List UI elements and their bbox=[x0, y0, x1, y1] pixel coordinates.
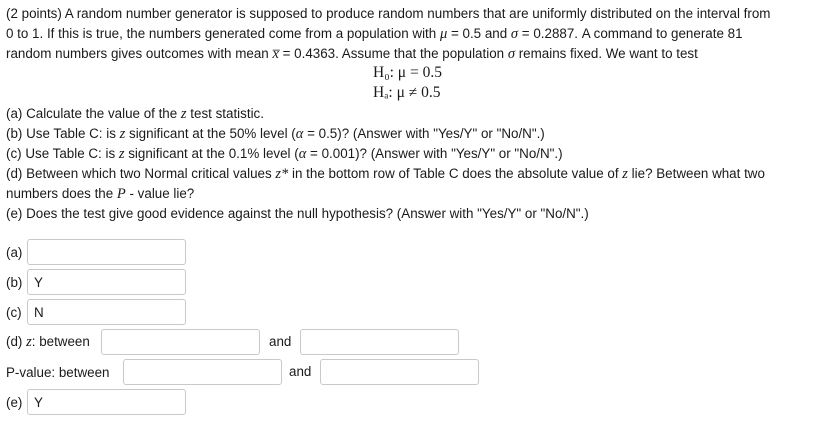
mu-symbol: μ bbox=[439, 26, 448, 42]
problem-line-2: 0 to 1. If this is true, the numbers generated come from a population with μ = 0.5 and σ = 0.2887. A command to generate 81 bbox=[6, 26, 743, 42]
problem-line-3: random numbers gives outcomes with mean x̅ = 0.4363. Assume that the population σ remains fixed. We want to test bbox=[6, 46, 698, 62]
question-d: (d) Between which two Normal critical values z* in the bottom row of Table C does the absolute value of z lie? Between what two bbox=[6, 166, 765, 182]
answer-d-high-input[interactable] bbox=[300, 329, 459, 355]
answer-row-c bbox=[6, 297, 22, 327]
answer-label-p: P-value: between bbox=[6, 364, 110, 380]
problem-line-1: (2 points) A random number generator is supposed to produce random numbers that are uniformly distributed on the interval from bbox=[6, 6, 771, 21]
answer-label-c: (c) bbox=[6, 304, 22, 320]
answer-label-a: (a) bbox=[6, 244, 23, 260]
answer-row-b bbox=[6, 267, 22, 297]
answer-d-and-label: and bbox=[269, 334, 292, 349]
answer-d-low-input[interactable] bbox=[101, 329, 260, 355]
question-d-cont: numbers does the P - value lie? bbox=[6, 186, 195, 202]
answer-row-p bbox=[6, 357, 109, 387]
problem-statement bbox=[6, 4, 819, 64]
null-hypothesis: H₀: μ = 0.5 bbox=[373, 64, 442, 81]
question-a: (a) Calculate the value of the z test statistic. bbox=[6, 106, 264, 122]
sigma-symbol: σ bbox=[510, 26, 519, 42]
alternative-hypothesis: Hₐ: μ ≠ 0.5 bbox=[373, 84, 441, 101]
question-b: (b) Use Table C: is z significant at the 50% level (α = 0.5)? (Answer with "Yes/Y" or "No/N".) bbox=[6, 126, 545, 142]
questions bbox=[6, 104, 819, 224]
answer-p-and-label: and bbox=[289, 364, 312, 379]
answer-label-b: (b) bbox=[6, 274, 23, 290]
answer-row-d bbox=[6, 327, 90, 357]
question-c: (c) Use Table C: is z significant at the 0.1% level (α = 0.001)? (Answer with "Yes/Y" or "No/N".) bbox=[6, 146, 563, 162]
answer-label-e: (e) bbox=[6, 394, 23, 410]
answer-p-high-input[interactable] bbox=[320, 359, 479, 385]
hypotheses bbox=[373, 63, 442, 103]
question-e: (e) Does the test give good evidence against the null hypothesis? (Answer with "Yes/Y" or "No/N".) bbox=[6, 206, 589, 221]
answer-a-input[interactable] bbox=[27, 239, 186, 265]
xbar-symbol: x̅ bbox=[272, 46, 279, 62]
sigma-symbol: σ bbox=[507, 46, 515, 62]
answer-e-input[interactable] bbox=[27, 389, 186, 415]
answer-row-e bbox=[6, 387, 22, 417]
answer-c-input[interactable] bbox=[27, 299, 186, 325]
answer-label-d: (d) z: between bbox=[6, 333, 90, 350]
answer-b-input[interactable] bbox=[27, 269, 186, 295]
answer-p-low-input[interactable] bbox=[123, 359, 282, 385]
answer-row-a bbox=[6, 237, 22, 267]
